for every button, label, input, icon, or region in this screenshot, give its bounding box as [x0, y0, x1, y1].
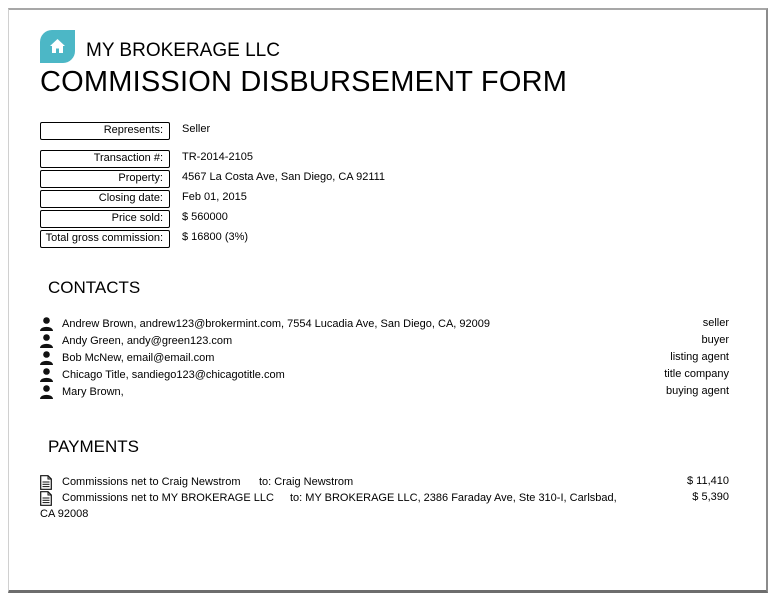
- payment-description: Commissions net to MY BROKERAGE LLC: [62, 492, 274, 504]
- payment-row: [40, 491, 729, 525]
- field-value: TR-2014-2105: [182, 151, 253, 163]
- contact-text: Andrew Brown, andrew123@brokermint.com, 7554 Lucadia Ave, San Diego, CA, 92009: [62, 318, 490, 330]
- payment-row: [40, 475, 729, 491]
- field-label: Total gross commission:: [40, 230, 170, 248]
- contact-row: [40, 385, 729, 401]
- home-icon: [40, 30, 75, 63]
- contact-row: [40, 334, 729, 350]
- contact-role: buying agent: [666, 385, 729, 397]
- payment-recipient: to: Craig Newstrom: [259, 476, 354, 488]
- payment-amount: $ 11,410: [686, 475, 729, 487]
- person-icon: [40, 368, 53, 385]
- payment-recipient-cont: CA 92008: [40, 508, 89, 520]
- payment-description: Commissions net to Craig Newstrom: [62, 476, 241, 488]
- field-label: Closing date:: [40, 190, 170, 208]
- company-name: MY BROKERAGE LLC: [86, 40, 280, 61]
- contact-role: buyer: [701, 334, 729, 346]
- contact-row: [40, 317, 729, 333]
- document-icon: [40, 491, 52, 509]
- field-value: $ 16800 (3%): [182, 231, 249, 243]
- field-label: Price sold:: [40, 210, 170, 228]
- field-value: Seller: [182, 123, 211, 135]
- contact-row: [40, 351, 729, 367]
- contact-role: seller: [702, 317, 729, 329]
- contact-role: listing agent: [670, 351, 729, 363]
- payment-amount: $ 5,390: [692, 491, 729, 503]
- contact-text: Chicago Title, sandiego123@chicagotitle.com: [62, 369, 285, 381]
- field-label: Represents:: [40, 122, 170, 140]
- person-icon: [40, 385, 53, 402]
- contacts-title: CONTACTS: [48, 278, 141, 297]
- contact-text: Andy Green, andy@green123.com: [62, 335, 233, 347]
- payments-title: PAYMENTS: [48, 437, 139, 456]
- field-value: $ 560000: [182, 211, 228, 223]
- person-icon: [40, 317, 53, 334]
- payment-recipient: to: MY BROKERAGE LLC, 2386 Faraday Ave, Ste 310-I, Carlsbad,: [290, 492, 617, 504]
- contact-text: Mary Brown,: [62, 386, 124, 398]
- person-icon: [40, 351, 53, 368]
- field-label: Transaction #:: [40, 150, 170, 168]
- contact-text: Bob McNew, email@email.com: [62, 352, 215, 364]
- contact-role: title company: [664, 368, 729, 380]
- form-page: [8, 8, 768, 593]
- field-value: Feb 01, 2015: [182, 191, 247, 203]
- field-label: Property:: [40, 170, 170, 188]
- field-value: 4567 La Costa Ave, San Diego, CA 92111: [182, 171, 386, 183]
- person-icon: [40, 334, 53, 351]
- page-title: COMMISSION DISBURSEMENT FORM: [40, 66, 568, 98]
- contact-row: [40, 368, 729, 384]
